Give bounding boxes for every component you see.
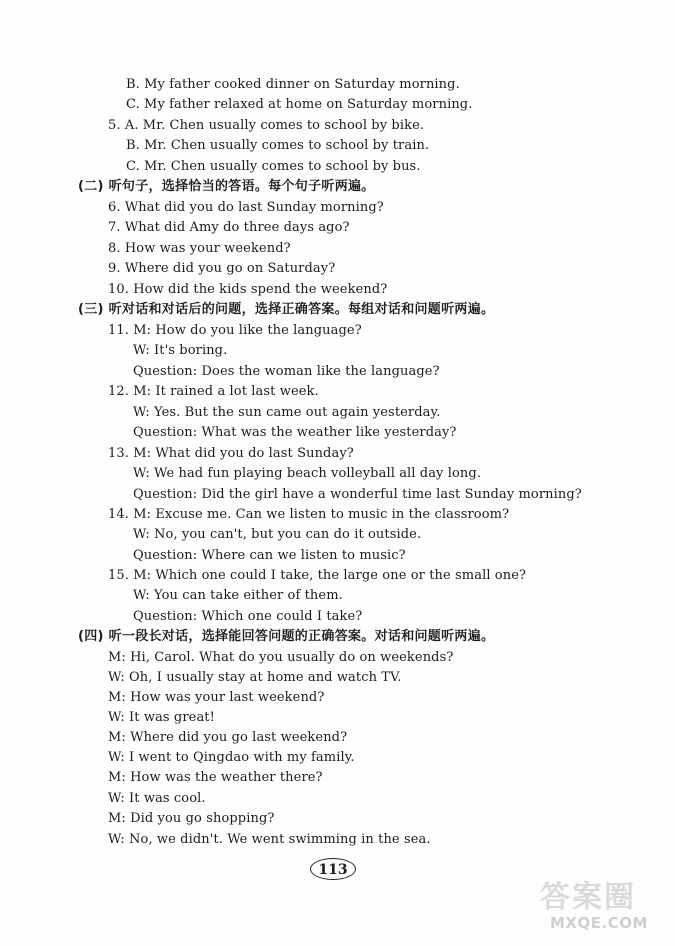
section-heading: (三) 听对话和对话后的问题，选择正确答案。每组对话和问题听两遍。 — [78, 302, 495, 317]
section-heading: (四) 听一段长对话，选择能回答问题的正确答案。对话和问题听两遍。 — [78, 629, 495, 644]
text-line: 15. M: Which one could I take, the large one or the small one? — [108, 568, 527, 583]
text-line: M: How was your last weekend? — [108, 690, 325, 705]
text-line: M: Hi, Carol. What do you usually do on weekends? — [108, 650, 454, 665]
text-line: 10. How did the kids spend the weekend? — [108, 282, 388, 297]
text-line: M: How was the weather there? — [108, 770, 323, 785]
text-line: W: It was cool. — [108, 791, 206, 806]
text-line: 13. M: What did you do last Sunday? — [108, 446, 354, 461]
text-line: C. My father relaxed at home on Saturday morning. — [126, 97, 473, 112]
text-line: W: No, you can't, but you can do it outside. — [133, 527, 422, 542]
text-line: Question: What was the weather like yesterday? — [133, 425, 457, 440]
text-line: 9. Where did you go on Saturday? — [108, 261, 336, 276]
text-line: Question: Which one could I take? — [133, 609, 363, 624]
text-line: 5. A. Mr. Chen usually comes to school by bike. — [108, 118, 425, 133]
text-line: W: You can take either of them. — [133, 588, 343, 603]
watermark-url: MXQE.COM — [550, 914, 648, 932]
text-line: C. Mr. Chen usually comes to school by bus. — [126, 159, 421, 174]
text-line: M: Did you go shopping? — [108, 811, 275, 826]
text-line: B. Mr. Chen usually comes to school by train. — [126, 138, 430, 153]
text-line: M: Where did you go last weekend? — [108, 730, 348, 745]
text-line: 6. What did you do last Sunday morning? — [108, 200, 384, 215]
text-line: W: No, we didn't. We went swimming in the sea. — [108, 832, 431, 847]
text-line: Question: Does the woman like the language? — [133, 364, 440, 379]
section-heading: (二) 听句子，选择恰当的答语。每个句子听两遍。 — [78, 179, 375, 194]
page-number: 113 — [310, 858, 356, 880]
text-line: Question: Where can we listen to music? — [133, 548, 406, 563]
text-line: W: We had fun playing beach volleyball all day long. — [133, 466, 482, 481]
text-line: B. My father cooked dinner on Saturday morning. — [126, 77, 460, 92]
text-line: Question: Did the girl have a wonderful time last Sunday morning? — [133, 487, 582, 502]
watermark-text: 答案圈 — [540, 880, 636, 915]
text-line: 14. M: Excuse me. Can we listen to music in the classroom? — [108, 507, 510, 522]
text-line: W: It was great! — [108, 710, 215, 725]
text-line: 11. M: How do you like the language? — [108, 323, 362, 338]
watermark-logo — [540, 872, 665, 940]
text-line: 7. What did Amy do three days ago? — [108, 220, 350, 235]
text-line: 8. How was your weekend? — [108, 241, 291, 256]
text-line: W: Oh, I usually stay at home and watch TV. — [108, 670, 402, 685]
text-line: W: It's boring. — [133, 343, 228, 358]
text-line: W: Yes. But the sun came out again yesterday. — [133, 405, 441, 420]
text-line: W: I went to Qingdao with my family. — [108, 750, 355, 765]
text-line: 12. M: It rained a lot last week. — [108, 384, 319, 399]
